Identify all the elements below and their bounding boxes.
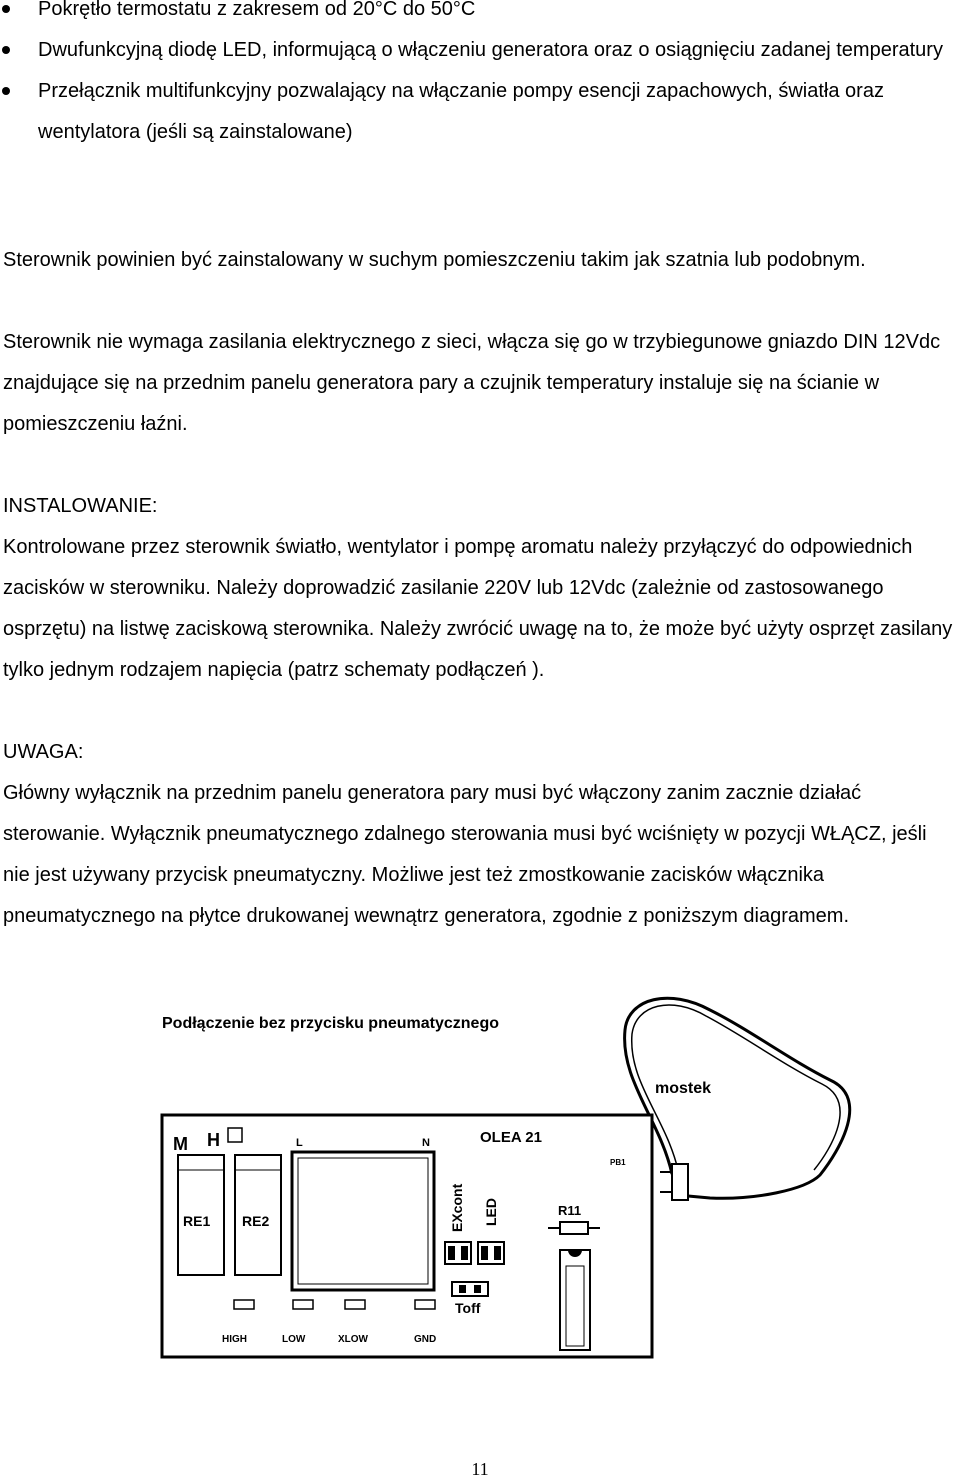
feature-list — [0, 0, 955, 153]
paragraph-power: Sterownik nie wymaga zasilania elektrycznego z sieci, włącza się go w trzybiegunowe gniazdo DIN 12Vdc znajdujące się na przednim panelu generatora pary a czujnik temperatury instaluje się na ścianie w pomieszczeniu łaźni. — [3, 331, 941, 435]
jumper-pin — [474, 1285, 481, 1293]
ic-chip — [560, 1250, 590, 1350]
component-label: R11 — [558, 1203, 582, 1218]
board-name: OLEA 21 — [480, 1129, 542, 1146]
terminal-label: LOW — [282, 1334, 306, 1345]
jumper-pin — [494, 1246, 501, 1260]
terminal-box — [228, 1128, 242, 1142]
jumper-label: EXcont — [449, 1183, 465, 1232]
wiring-diagram — [150, 990, 960, 1370]
terminal-label: N — [422, 1137, 430, 1149]
terminal-label: H — [207, 1130, 220, 1150]
jumper-label: Toff — [455, 1300, 481, 1316]
list-item: Dwufunkcyjną diodę LED, informującą o włączeniu generatora oraz o osiągnięciu zadanej temperatury — [0, 30, 955, 71]
warning-text: Główny wyłącznik na przednim panelu generatora pary musi być włączony zanim zacznie działać sterowanie. Wyłącznik pneumatycznego zdalnego sterowania musi być wciśnięty w pozycji WŁĄCZ, jeśli nie jest używany przycisk pneumatyczny. Możliwe jest też zmostkowanie zacisków włącznika pneumatycznego na płytce drukowanej wewnątrz generatora, zgodnie z poniższym diagramem. — [3, 782, 927, 927]
install-text: Kontrolowane przez sterownik światło, wentylator i pompę aromatu należy przyłączyć do odpowiednich zacisków w sterowniku. Należy doprowadzić zasilanie 220V lub 12Vdc (zależnie od zastosowanego osprzętu) na listwę zaciskową sterownika. Należy zwrócić uwagę na to, że może być użyty osprzęt zasilany tylko jednym rodzajem napięcia (patrz schematy podłączeń ). — [3, 536, 953, 681]
resistor-r11 — [560, 1222, 588, 1234]
terminal-label: GND — [414, 1334, 437, 1345]
jumper-pin — [481, 1246, 488, 1260]
relay-label: RE1 — [183, 1213, 211, 1229]
jumper-pin — [461, 1246, 468, 1260]
toff-jumper — [452, 1282, 488, 1296]
terminal-label: PB1 — [610, 1158, 626, 1167]
relay-label: RE2 — [242, 1213, 270, 1229]
terminal-label: M — [173, 1134, 188, 1154]
jumper-label: LED — [483, 1198, 499, 1226]
jumper-pin — [459, 1285, 466, 1293]
transformer — [292, 1152, 434, 1290]
bridge-connector — [672, 1164, 688, 1200]
list-item: Przełącznik multifunkcyjny pozwalający na włączanie pompy esencji zapachowych, światła oraz wentylatora (jeśli są zainstalowane) — [0, 71, 955, 153]
page-number: 11 — [471, 1459, 489, 1479]
paragraph-location: Sterownik powinien być zainstalowany w suchym pomieszczeniu takim jak szatnia lub podobnym. — [3, 249, 866, 271]
jumper-pin — [448, 1246, 455, 1260]
terminal-label: L — [296, 1137, 303, 1149]
warning-heading: UWAGA: — [3, 741, 84, 763]
terminal-label: XLOW — [338, 1334, 368, 1345]
bridge-label: mostek — [655, 1080, 712, 1097]
terminal-label: HIGH — [222, 1334, 247, 1345]
diagram-title: Podłączenie bez przycisku pneumatycznego — [162, 1015, 499, 1032]
list-item: Pokrętło termostatu z zakresem od 20°C do 50°C — [0, 0, 955, 30]
install-heading: INSTALOWANIE: — [3, 495, 158, 517]
